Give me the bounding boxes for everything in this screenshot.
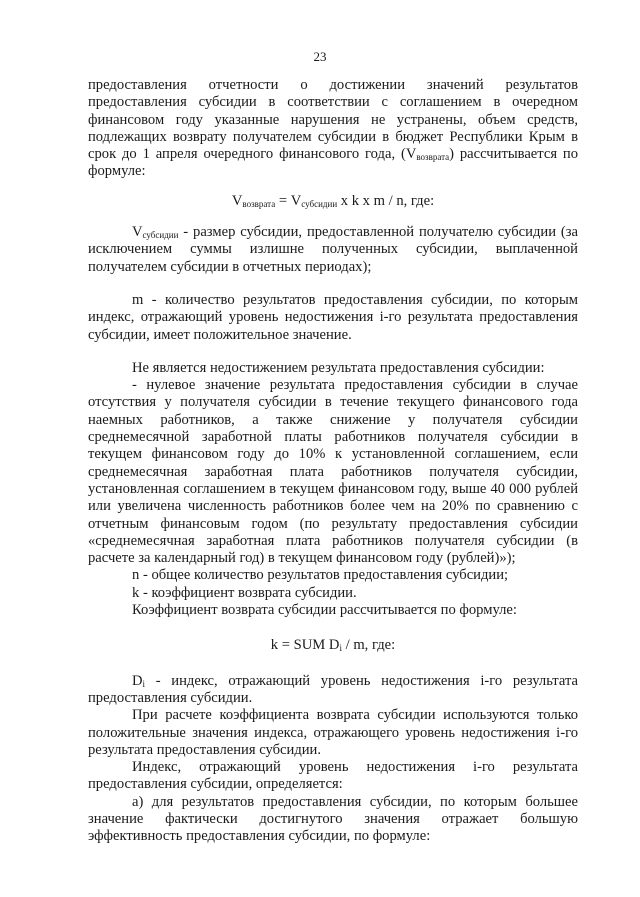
not-failure-heading: Не является недостижением результата предоставления субсидии: <box>132 359 545 376</box>
paragraph-intro: предоставления отчетности о достижении значений результатов предоставления субсидии в соответствии с соглашением в очередном финансовом году указанные нарушения не устранены, объем средств, подлежащих возврату получателем субсидии в бюджет Республики Крым в срок до 1 апреля очередного финансового года, $(V_{возврата})$ рассчитывается по формуле: <box>88 77 578 180</box>
paragraph-a: а) для результатов предоставления субсидии, по которым большее значение фактически достигнутого значения отражает большую эффективность предоставления субсидии, по формуле: <box>88 793 578 845</box>
definition-k: k - коэффициент возврата субсидии. <box>132 584 357 601</box>
definition-v-subsidy: $V_{субсидии}$ - размер субсидии, предоставленной получателю субсидии (за исключением суммы излишне полученных субсидии, выплаченной получателем субсидии в отчетных периодах); <box>88 224 578 275</box>
document-body <box>88 77 578 846</box>
coefficient-intro: Коэффициент возврата субсидии рассчитывается по формуле: <box>132 602 517 619</box>
page-number: 23 <box>313 49 327 64</box>
definition-d: $D_i$ - индекс, отражающий уровень недостижения i-го результата предоставления субсидии. <box>88 672 578 706</box>
not-failure-item: - нулевое значение результата предоставления субсидии в случае отсутствия у получателя субсидии в течение текущего финансового года наемных работников, а также снижение у получателя субсидии среднемесячной заработной платы работников получателя субсидии в текущем финансовом году до 10% к установленной соглашением, если среднемесячная заработная плата работников получателя субсидии, установленная соглашением в текущем финансовом году, выше 40 000 рублей или увеличена численность работников более чем на 20% по сравнению с отчетным финансовым годом (по результату предоставления субсидии «среднемесячная заработная плата работников получателя субсидии (в расчете за календарный год) в текущем финансовом году (рублей)»); <box>88 377 578 567</box>
formula-coefficient: k = SUM $D_i$ / m, где: <box>270 637 396 654</box>
definition-n: n - общее количество результатов предоставления субсидии; <box>132 567 509 584</box>
definition-m: m - количество результатов предоставления субсидии, по которым индекс, отражающий уровень недостижения i-го результата предоставления субсидии, имеет положительное значение. <box>88 291 578 343</box>
formula-refund-volume: $V_{возврата} = V_{субсидии}$ x k x m / n, где: <box>231 192 435 209</box>
paragraph-positive-values: При расчете коэффициента возврата субсидии используются только положительные значения индекса, отражающего уровень недостижения i-го результата предоставления субсидии. <box>88 707 578 758</box>
paragraph-index: Индекс, отражающий уровень недостижения i-го результата предоставления субсидии, определяется: <box>88 759 578 793</box>
